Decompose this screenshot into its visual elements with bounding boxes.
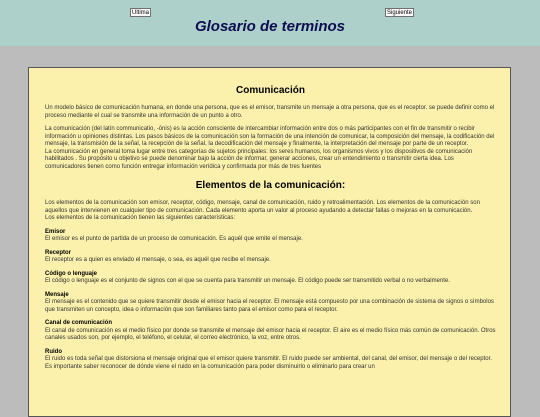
previous-button[interactable]: Ultima bbox=[132, 10, 150, 16]
term-title: Mensaje bbox=[45, 291, 69, 298]
definition-text: La comunicación (del latín communicatio, -ōnis) es la acción consciente de intercambiar información entre dos o más participantes con el fin de transmitir o recibir información u opiniones distintas. Los pasos básicos de la comunicación son la formación de una intención de comunicar, la composición del mensaje, la codificación del mensaje, la transmisión de la señal, la recepción de la señal, la decodificación del mensaje y finalmente, la interpretación del mensaje por parte de un receptor. bbox=[45, 126, 495, 147]
term-emisor bbox=[45, 229, 496, 244]
term-title: Ruido bbox=[45, 348, 62, 355]
glossary-content bbox=[28, 67, 511, 417]
next-button[interactable]: Siguiente bbox=[387, 10, 413, 16]
definition-paragraph bbox=[45, 126, 496, 171]
categories-text: La comunicación en general toma lugar entre tres categorías de sujetos principales: los seres humanos, los organismos vivos y los dispositivos de comunicación habilitados . Su propósito u objetivo se puede denominar bajo la acción de informar, generar acciones, crear un entendimiento o transmitir cierta idea. Los comunicadores tienen como función entregar información verídica y confirmada por más de tres fuentes bbox=[45, 148, 473, 170]
intro-paragraph: Un modelo básico de comunicación humana, en donde una persona, que es el emisor, transmite un mensaje a otra persona, que es el receptor. se puede definir como el proceso mediante el cual se transmite una información de un punto a otro. bbox=[45, 105, 495, 119]
term-codigo bbox=[45, 271, 496, 286]
elements-intro-text: Los elementos de la comunicación son emisor, receptor, código, mensaje, canal de comunicación, ruido y retroalimentación. Los elementos de la comunicación son aquellos que intervienen en cualquier tipo de comunicación. Cada elemento aporta un valor al proceso ayudando a detectar fallas o mejoras en la comunicación. bbox=[45, 200, 480, 214]
term-title: Emisor bbox=[45, 228, 66, 235]
elements-intro bbox=[45, 200, 496, 223]
term-description: El receptor es a quien es enviado el mensaje, o sea, es aquél que recibe el mensaje. bbox=[45, 257, 271, 263]
term-description: El canal de comunicación es el medio físico por donde se transmite el mensaje del emisor hacia el receptor. El aire es el medio físico más común de comunicación. Otros canales usados son, por ejemplo, el teléfono, el celular, el correo electrónico, la voz, entre otros. bbox=[45, 327, 496, 341]
term-description: El código o lenguaje es el conjunto de signos con el que se cuenta para transmitir un mensaje. El código puede ser transmitido verbal o no verbalmente. bbox=[45, 278, 450, 284]
term-receptor bbox=[45, 250, 496, 265]
page-title: Glosario de terminos bbox=[194, 18, 346, 35]
term-description: El emisor es el punto de partida de un proceso de comunicación. Es aquél que emite el mensaje. bbox=[45, 236, 303, 242]
term-title: Canal de comunicación bbox=[45, 320, 113, 326]
page-header bbox=[0, 0, 540, 46]
term-mensaje bbox=[45, 292, 496, 315]
section-heading: Comunicación bbox=[236, 85, 305, 96]
term-description: El mensaje es el contenido que se quiere transmitir desde el emisor hacia el receptor. El mensaje está compuesto por una combinación de sistema de signos o símbolos que transmiten un concepto, idea o información que son familiares tanto para el emisor como para el receptor. bbox=[45, 299, 494, 313]
term-ruido bbox=[45, 349, 496, 372]
term-title: Código o lenguaje bbox=[45, 270, 97, 277]
elements-lead-text: Los elementos de la comunicación tienen las siguientes características: bbox=[45, 215, 236, 221]
elements-heading: Elementos de la comunicación: bbox=[195, 180, 346, 191]
term-title: Receptor bbox=[45, 249, 72, 256]
term-canal bbox=[45, 320, 496, 343]
term-description: El ruido es toda señal que distorsiona el mensaje original que el emisor quiere transmitir. El ruido puede ser ambiental, del canal, del emisor, del mensaje o del receptor. Es importante saber reconocer de dónde viene el ruido en la comunicación para poder disminuirlo o eliminarlo para crear un bbox=[45, 356, 492, 370]
